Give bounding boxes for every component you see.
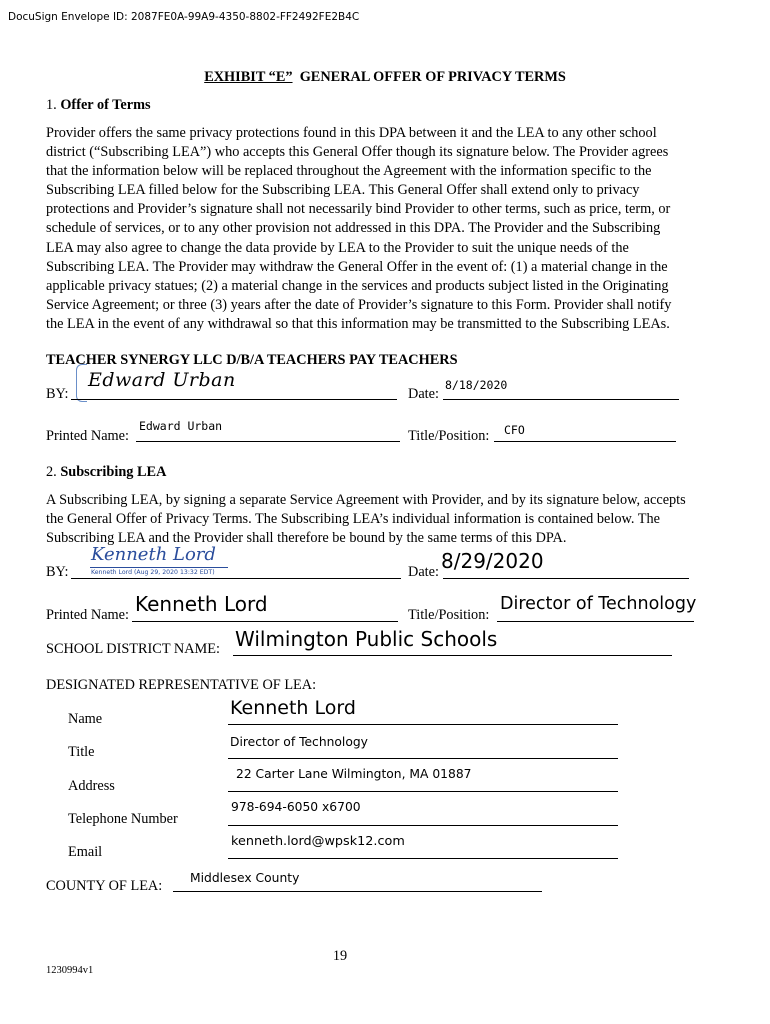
offer-paragraph-line: LEA may also agree to change the data provide by LEA to the Provider to suit the unique needs of the xyxy=(46,239,629,256)
offer-paragraph-line: Subscribing LEA. The Provider may withdraw the General Offer in the event of: (1) a material change in the xyxy=(46,258,668,275)
rep-title-line xyxy=(228,758,618,759)
section1-heading: 1. Offer of Terms xyxy=(46,97,151,113)
section2-title: Subscribing LEA xyxy=(60,464,167,480)
rep-title-label: Title xyxy=(68,744,95,760)
county-label: COUNTY OF LEA: xyxy=(46,878,163,894)
subscribing-paragraph-line: Subscribing LEA and the Provider shall therefore be bound by the same terms of this DPA. xyxy=(46,530,567,547)
provider-company: TEACHER SYNERGY LLC D/B/A TEACHERS PAY TEACHERS xyxy=(46,352,458,368)
provider-title-line xyxy=(494,441,676,442)
section1-number: 1 xyxy=(46,97,54,113)
lea-date: 8/29/2020 xyxy=(441,549,544,573)
offer-paragraph-line: Subscribing LEA filled below for the Subscribing LEA. This General Offer shall extend only to privacy xyxy=(46,182,640,199)
lea-title: Director of Technology xyxy=(500,594,697,614)
rep-name: Kenneth Lord xyxy=(230,697,356,719)
lea-title-label: Title/Position: xyxy=(408,607,490,623)
provider-signature-line xyxy=(71,399,397,400)
page-number: 19 xyxy=(332,948,348,964)
document-code: 1230994v1 xyxy=(46,965,94,976)
lea-printed-name-label: Printed Name: xyxy=(46,607,129,623)
offer-paragraph-line: that the information below will be replaced throughout the Agreement with the information specific to the xyxy=(46,163,652,180)
provider-printed-name-line xyxy=(136,441,400,442)
school-district-label: SCHOOL DISTRICT NAME: xyxy=(46,641,220,657)
provider-printed-name-label: Printed Name: xyxy=(46,428,129,444)
exhibit-title-rest: GENERAL OFFER OF PRIVACY TERMS xyxy=(299,69,566,85)
lea-signature-caption: Kenneth Lord (Aug 29, 2020 13:32 EDT) xyxy=(91,569,215,576)
offer-paragraph-line: protections and Provider’s signature shall not necessarily bind Provider to other terms, such as price, term, or xyxy=(46,201,671,218)
rep-email-line xyxy=(228,858,618,859)
rep-title: Director of Technology xyxy=(230,735,368,749)
lea-date-line xyxy=(443,578,689,579)
provider-signature: Edward Urban xyxy=(88,369,236,391)
lea-printed-name: Kenneth Lord xyxy=(135,592,268,616)
offer-paragraph-line: the LEA in the event of any withdrawal so that this information may be transmitted to the Subscribing LEAs. xyxy=(46,315,670,332)
lea-by-label: BY: xyxy=(46,564,69,580)
school-district-name: Wilmington Public Schools xyxy=(235,627,498,651)
designated-rep-heading: DESIGNATED REPRESENTATIVE OF LEA: xyxy=(46,677,317,693)
section2-number: 2 xyxy=(46,464,54,480)
provider-title: CFO xyxy=(504,423,525,437)
county-value: Middlesex County xyxy=(190,871,300,885)
provider-by-label: BY: xyxy=(46,386,69,402)
provider-date-label: Date: xyxy=(408,386,439,402)
rep-address: 22 Carter Lane Wilmington, MA 01887 xyxy=(236,767,472,781)
provider-title-label: Title/Position: xyxy=(408,428,490,444)
lea-signature-underline xyxy=(90,567,228,568)
rep-phone: 978-694-6050 x6700 xyxy=(231,800,361,814)
rep-name-line xyxy=(228,724,618,725)
offer-of-terms-paragraph xyxy=(46,124,746,334)
subscribing-paragraph-line: the General Offer of Privacy Terms. The Subscribing LEA’s individual information is contained below. The xyxy=(46,511,661,528)
lea-title-line xyxy=(497,621,694,622)
offer-paragraph-line: district (“Subscribing LEA”) who accepts this General Offer though its signature below. The Provider agrees xyxy=(46,144,669,161)
school-district-line xyxy=(233,655,672,656)
lea-date-label: Date: xyxy=(408,564,439,580)
exhibit-title xyxy=(0,69,770,86)
lea-printed-name-line xyxy=(132,621,398,622)
offer-paragraph-line: applicable privacy statues; (2) a material change in the services and products subject listed in the Originating xyxy=(46,277,669,294)
subscribing-paragraph-line: A Subscribing LEA, by signing a separate Service Agreement with Provider, and by its signature below, accepts xyxy=(46,492,686,508)
lea-signature-line xyxy=(71,578,401,579)
rep-address-label: Address xyxy=(68,778,115,794)
lea-signature: Kenneth Lord xyxy=(91,544,216,565)
provider-date-line xyxy=(443,399,679,400)
docusign-signature-frame xyxy=(76,364,87,402)
provider-printed-name: Edward Urban xyxy=(139,419,223,433)
county-line xyxy=(173,891,542,892)
rep-phone-line xyxy=(228,825,618,826)
exhibit-title-prefix: EXHIBIT “E” xyxy=(204,69,293,85)
provider-date: 8/18/2020 xyxy=(445,378,508,392)
docusign-envelope-id: DocuSign Envelope ID: 2087FE0A-99A9-4350-8802-FF2492FE2B4C xyxy=(8,11,360,23)
offer-paragraph-line: schedule of services, or to any other provision not addressed in this DPA. The Provider and the Subscribing xyxy=(46,220,661,237)
rep-email: kenneth.lord@wpsk12.com xyxy=(231,834,405,849)
rep-phone-label: Telephone Number xyxy=(68,811,178,827)
subscribing-lea-paragraph xyxy=(46,491,746,548)
section1-title: Offer of Terms xyxy=(60,97,151,113)
rep-email-label: Email xyxy=(68,844,103,860)
section2-heading: 2. Subscribing LEA xyxy=(46,464,167,480)
offer-paragraph-line: Service Agreement; or three (3) years after the date of Provider’s signature to this Form. Provider shall notify xyxy=(46,296,672,313)
rep-name-label: Name xyxy=(68,711,103,727)
offer-paragraph-line: Provider offers the same privacy protections found in this DPA between it and the LEA to any other school xyxy=(46,125,657,141)
rep-address-line xyxy=(228,791,618,792)
